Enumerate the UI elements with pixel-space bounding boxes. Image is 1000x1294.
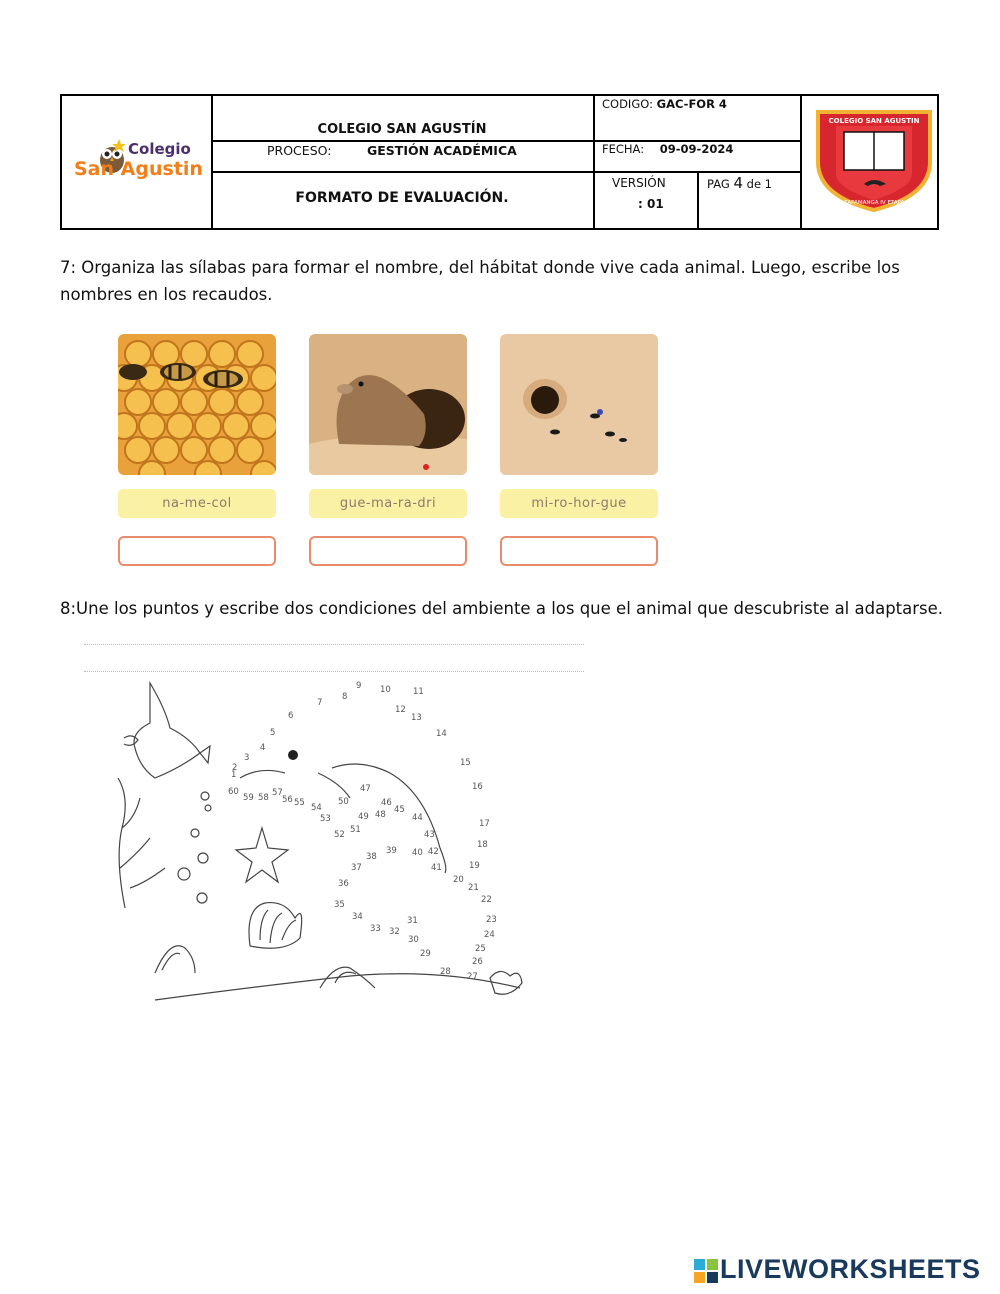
dot-label-13: 13: [411, 713, 422, 723]
dot-label-37: 37: [351, 863, 362, 873]
dot-label-22: 22: [481, 895, 492, 905]
dot-label-55: 55: [294, 798, 305, 808]
question7-text: [60, 254, 940, 308]
page-of: de 1: [746, 177, 772, 191]
page-label: PAG: [707, 177, 730, 191]
dot-label-18: 18: [477, 840, 488, 850]
answer-box-2[interactable]: [309, 536, 467, 566]
page-field: [707, 174, 772, 192]
dot-label-5: 5: [270, 728, 276, 738]
question7-text-line1: 7: Organiza las sílabas para formar el nombre, del hábitat donde vive cada animal. Luego, escribe los: [60, 258, 900, 277]
dot-label-11: 11: [413, 687, 424, 697]
school-crest: [814, 104, 934, 214]
dot-label-50: 50: [338, 797, 349, 807]
crest-bottom-text: ZAPAMANGA IV ETAPA: [843, 200, 905, 206]
dot-label-43: 43: [424, 830, 435, 840]
dot-label-51: 51: [350, 825, 361, 835]
dot-label-59: 59: [243, 793, 254, 803]
dot-to-dot-drawing: [110, 678, 530, 1008]
dot-label-21: 21: [468, 883, 479, 893]
honeycomb-image: [118, 334, 276, 475]
dot-label-39: 39: [386, 846, 397, 856]
syllables-2: gue-ma-ra-dri: [309, 489, 467, 518]
dot-label-42: 42: [428, 847, 439, 857]
dot-label-2: 2: [232, 763, 238, 773]
burrow-image: [309, 334, 467, 475]
crest-top-text: COLEGIO SAN AGUSTIN: [828, 117, 920, 125]
dot-label-58: 58: [258, 793, 269, 803]
process-value: GESTIÓN ACADÉMICA: [367, 143, 517, 158]
dot-label-23: 23: [486, 915, 497, 925]
dot-label-53: 53: [320, 814, 331, 824]
date-value: 09-09-2024: [659, 142, 734, 156]
numbered-dots: [228, 681, 497, 982]
syllables-1: na-me-col: [118, 489, 276, 518]
logo-text-san-agustin: San Agustin: [74, 158, 203, 180]
answer-box-3[interactable]: [500, 536, 658, 566]
dot-label-30: 30: [408, 935, 419, 945]
header-table: [60, 94, 939, 230]
seaweed-drawing: [118, 778, 165, 908]
version-label: VERSIÓN: [612, 176, 666, 190]
dot-label-46: 46: [381, 798, 392, 808]
page-number: 4: [733, 174, 743, 192]
dot-label-26: 26: [472, 957, 483, 967]
code-value: GAC-FOR 4: [656, 97, 727, 111]
dot-label-36: 36: [338, 879, 349, 889]
dot-label-60: 60: [228, 787, 239, 797]
dot-label-20: 20: [453, 875, 464, 885]
dot-label-14: 14: [436, 729, 447, 739]
dot-label-4: 4: [260, 743, 266, 753]
dot-label-49: 49: [358, 812, 369, 822]
code-field: [602, 97, 727, 111]
date-field: [602, 142, 733, 156]
liveworksheets-icon: [694, 1259, 718, 1283]
dot-label-7: 7: [317, 698, 323, 708]
dot-label-44: 44: [412, 813, 423, 823]
dot-label-19: 19: [469, 861, 480, 871]
question7-text-line2: nombres en los recaudos.: [60, 285, 273, 304]
dot-label-1: 1: [231, 770, 237, 780]
liveworksheets-brand: LIVEWORKSHEETS: [720, 1254, 981, 1284]
dot-label-35: 35: [334, 900, 345, 910]
version-value: : 01: [638, 197, 664, 211]
date-label: FECHA:: [602, 142, 645, 156]
dot-label-16: 16: [472, 782, 483, 792]
syllables-3: mi-ro-hor-gue: [500, 489, 658, 518]
format-title: FORMATO DE EVALUACIÓN.: [295, 190, 509, 206]
dot-label-56: 56: [282, 795, 293, 805]
dot-label-47: 47: [360, 784, 371, 794]
dot-label-12: 12: [395, 705, 406, 715]
dot-label-38: 38: [366, 852, 377, 862]
dot-label-32: 32: [389, 927, 400, 937]
starfish-drawing: [236, 828, 288, 882]
dot-label-34: 34: [352, 912, 363, 922]
dot-label-29: 29: [420, 949, 431, 959]
dot-label-48: 48: [375, 810, 386, 820]
dot-label-10: 10: [380, 685, 391, 695]
code-label: CODIGO:: [602, 97, 653, 111]
answer-box-1[interactable]: [118, 536, 276, 566]
anthill-image: [500, 334, 658, 475]
answer-line-2[interactable]: [84, 671, 584, 672]
dot-label-17: 17: [479, 819, 490, 829]
logo-text-colegio: Colegio: [128, 140, 191, 158]
dot-label-28: 28: [440, 967, 451, 977]
dot-label-54: 54: [311, 803, 322, 813]
dot-label-6: 6: [288, 711, 294, 721]
dot-label-57: 57: [272, 788, 283, 798]
school-logo: [70, 134, 210, 190]
dot-label-52: 52: [334, 830, 345, 840]
dot-label-33: 33: [370, 924, 381, 934]
dolphin-eye: [288, 750, 298, 760]
dot-label-24: 24: [484, 930, 495, 940]
answer-line-1[interactable]: [84, 644, 584, 645]
dot-label-9: 9: [356, 681, 362, 691]
question8-text: 8:Une los puntos y escribe dos condiciones del ambiente a los que el animal que descubriste al adaptarse.: [60, 599, 944, 618]
dot-label-27: 27: [467, 972, 478, 982]
dot-label-15: 15: [460, 758, 471, 768]
dot-label-41: 41: [431, 863, 442, 873]
dot-label-8: 8: [342, 692, 348, 702]
dot-label-25: 25: [475, 944, 486, 954]
school-name: COLEGIO SAN AGUSTÍN: [317, 122, 487, 137]
dot-label-40: 40: [412, 848, 423, 858]
process-label: PROCESO:: [267, 143, 332, 158]
dot-label-31: 31: [407, 916, 418, 926]
dot-label-3: 3: [244, 753, 250, 763]
fish-drawing: [134, 683, 200, 778]
dot-label-45: 45: [394, 805, 405, 815]
